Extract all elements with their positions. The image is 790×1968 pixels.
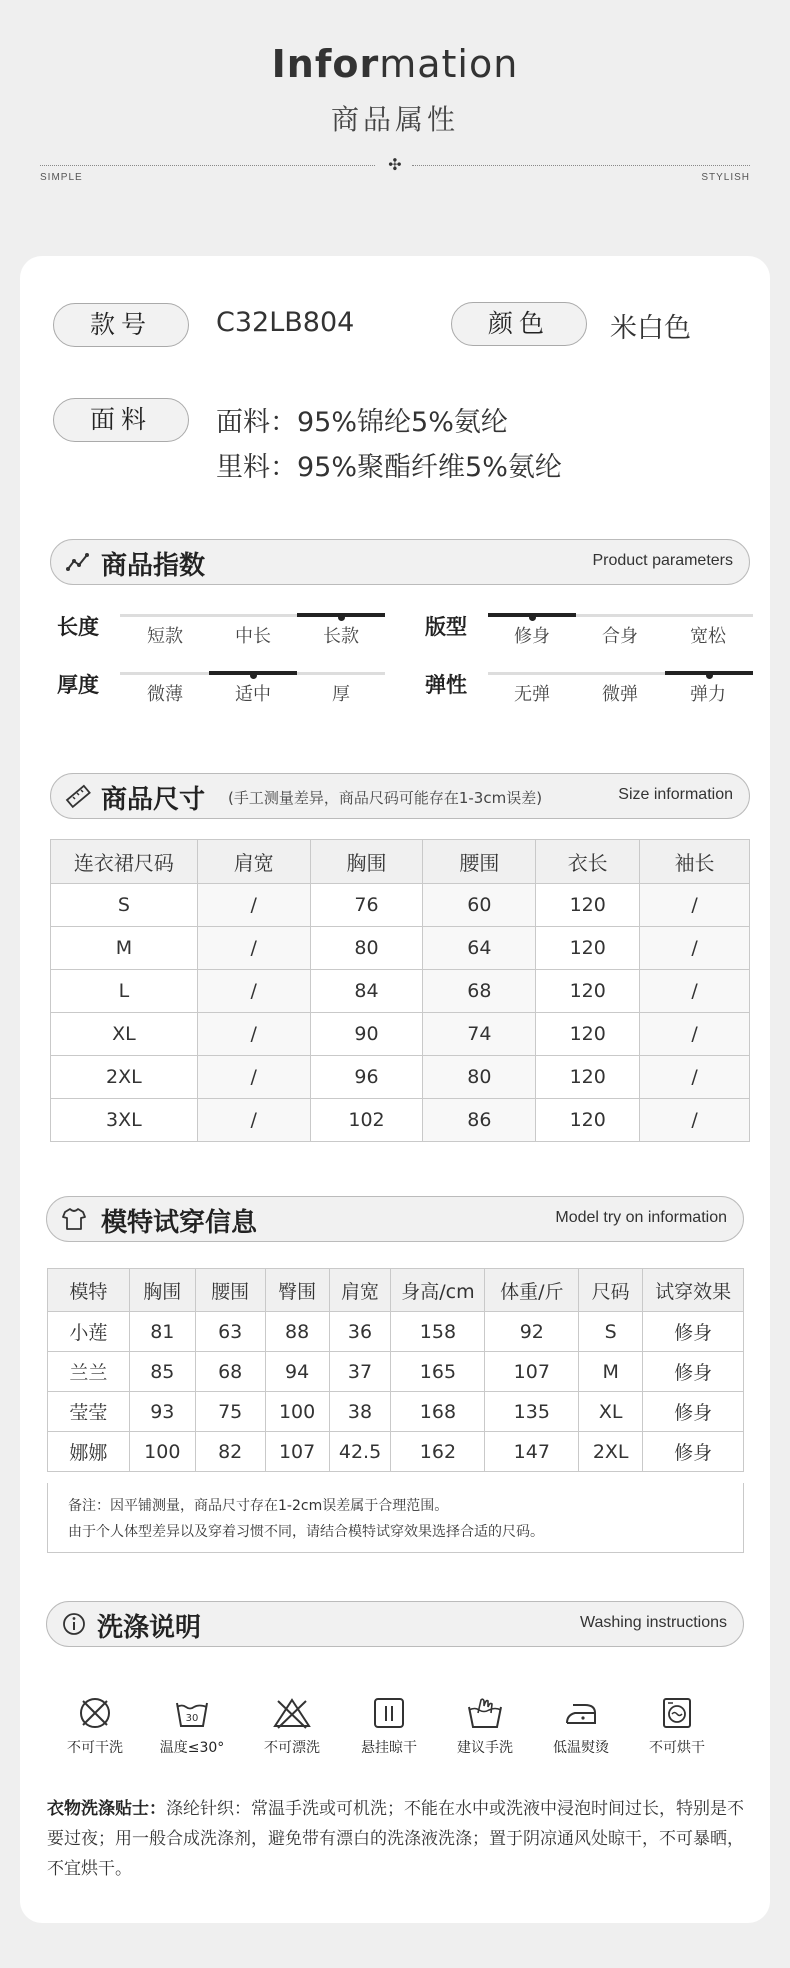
table-cell: 158	[391, 1312, 485, 1352]
no-dry-clean-icon	[77, 1695, 113, 1731]
table-cell: 81	[129, 1312, 195, 1352]
model-section-header	[46, 1196, 744, 1242]
ruler-icon	[65, 783, 91, 809]
param-opt: 厚	[332, 684, 350, 705]
table-cell: 162	[391, 1432, 485, 1472]
no-tumble-dry-icon	[659, 1695, 695, 1731]
param-opt: 修身	[514, 626, 550, 647]
table-cell: 84	[310, 970, 423, 1013]
page-title: Information	[271, 42, 519, 86]
table-cell: 修身	[643, 1392, 744, 1432]
table-cell: 76	[310, 884, 423, 927]
wash-label: 低温熨烫	[553, 1740, 609, 1756]
table-cell: 92	[485, 1312, 579, 1352]
table-row	[51, 884, 750, 927]
table-row	[51, 927, 750, 970]
table-cell: 82	[195, 1432, 265, 1472]
tips-text: 涤纶针织：常温手洗或可机洗；不能在水中或洗液中浸泡时间过长，特别是不要过夜；用一般合成洗涤剂，避免带有漂白的洗涤液洗涤；置于阴凉通风处晾干，不可暴晒，不宜烘干。	[47, 1799, 744, 1879]
table-header: 模特	[48, 1269, 130, 1312]
table-cell: /	[640, 927, 750, 970]
table-cell: 38	[329, 1392, 391, 1432]
table-cell: 80	[310, 927, 423, 970]
divider-left	[40, 165, 375, 166]
table-cell: 120	[536, 884, 640, 927]
table-cell: 修身	[643, 1352, 744, 1392]
tips-label: 衣物洗涤贴士：	[47, 1799, 166, 1819]
size-title-en: Size information	[618, 786, 733, 803]
table-cell: 兰兰	[48, 1352, 130, 1392]
table-header: 胸围	[310, 840, 423, 884]
table-header: 臀围	[265, 1269, 329, 1312]
table-cell: /	[197, 1013, 310, 1056]
no-dry-clean-item	[50, 1695, 140, 1757]
table-cell: 102	[310, 1099, 423, 1142]
table-cell: L	[51, 970, 198, 1013]
table-cell: 96	[310, 1056, 423, 1099]
left-tag: SIMPLE	[40, 172, 83, 183]
table-cell: 120	[536, 1099, 640, 1142]
table-cell: 86	[423, 1099, 536, 1142]
model-title-en: Model try on information	[555, 1209, 727, 1226]
params-title: 商品指数	[101, 551, 206, 581]
model-remark	[47, 1483, 744, 1553]
wash-section-header	[46, 1601, 744, 1647]
table-cell: 107	[265, 1432, 329, 1472]
table-cell: 娜娜	[48, 1432, 130, 1472]
size-note: (手工测量差异，商品尺码可能存在1-3cm误差)	[228, 789, 543, 807]
table-header: 腰围	[423, 840, 536, 884]
table-header: 腰围	[195, 1269, 265, 1312]
page-subtitle: 商品属性	[330, 103, 459, 136]
wash-tips	[47, 1794, 752, 1884]
table-cell: 修身	[643, 1312, 744, 1352]
hang-dry-item	[344, 1695, 434, 1757]
table-header: 身高/cm	[391, 1269, 485, 1312]
table-cell: 100	[129, 1432, 195, 1472]
table-header: 尺码	[579, 1269, 643, 1312]
table-row	[48, 1312, 744, 1352]
table-cell: /	[197, 884, 310, 927]
table-cell: 68	[423, 970, 536, 1013]
hang-dry-icon	[371, 1695, 407, 1731]
table-cell: /	[640, 1099, 750, 1142]
table-cell: 63	[195, 1312, 265, 1352]
table-cell: /	[197, 970, 310, 1013]
param-dot-fit	[529, 614, 536, 621]
model-title: 模特试穿信息	[101, 1208, 258, 1238]
params-section-header	[50, 539, 750, 585]
table-header: 胸围	[129, 1269, 195, 1312]
remark-line: 由于个人体型差异以及穿着习惯不同，请结合模特试穿效果选择合适的尺码。	[68, 1524, 544, 1540]
table-header: 衣长	[536, 840, 640, 884]
table-cell: XL	[51, 1013, 198, 1056]
table-cell: /	[640, 884, 750, 927]
param-opt: 宽松	[690, 626, 726, 647]
hand-wash-icon	[465, 1695, 505, 1731]
table-header-row	[51, 840, 750, 884]
remark-line: 备注：因平铺测量，商品尺寸存在1-2cm误差属于合理范围。	[68, 1498, 449, 1514]
table-cell: 68	[195, 1352, 265, 1392]
table-row	[51, 1099, 750, 1142]
table-cell: 60	[423, 884, 536, 927]
param-opt: 中长	[235, 626, 271, 647]
table-cell: S	[51, 884, 198, 927]
wash-label: 建议手洗	[457, 1740, 513, 1756]
table-cell: 85	[129, 1352, 195, 1392]
no-bleach-item	[247, 1695, 337, 1757]
divider-right	[412, 165, 750, 166]
table-header: 体重/斤	[485, 1269, 579, 1312]
table-cell: /	[197, 927, 310, 970]
table-cell: 168	[391, 1392, 485, 1432]
low-iron-item	[536, 1695, 626, 1757]
size-title: 商品尺寸	[101, 785, 206, 815]
wash-label: 不可漂洗	[264, 1740, 320, 1756]
param-opt: 长款	[323, 626, 359, 647]
low-iron-icon	[561, 1695, 601, 1731]
table-header: 肩宽	[197, 840, 310, 884]
table-cell: /	[640, 970, 750, 1013]
param-dot-thickness	[250, 672, 257, 679]
table-cell: 100	[265, 1392, 329, 1432]
param-opt: 合身	[602, 626, 638, 647]
table-header: 试穿效果	[643, 1269, 744, 1312]
table-cell: 74	[423, 1013, 536, 1056]
fabric-outer: 面料：95%锦纶5%氨纶	[216, 407, 508, 438]
table-row	[48, 1392, 744, 1432]
table-cell: 135	[485, 1392, 579, 1432]
table-cell: XL	[579, 1392, 643, 1432]
table-cell: 2XL	[579, 1432, 643, 1472]
model-table	[47, 1268, 744, 1472]
table-cell: 2XL	[51, 1056, 198, 1099]
table-cell: /	[197, 1099, 310, 1142]
param-opt: 短款	[147, 626, 183, 647]
param-opt: 适中	[235, 684, 271, 705]
wash-label: 不可烘干	[649, 1740, 705, 1756]
wash-label: 不可干洗	[67, 1740, 123, 1756]
table-cell: 37	[329, 1352, 391, 1392]
table-cell: S	[579, 1312, 643, 1352]
table-cell: 90	[310, 1013, 423, 1056]
table-cell: 36	[329, 1312, 391, 1352]
wash-label: 悬挂晾干	[361, 1740, 417, 1756]
info-icon	[61, 1611, 87, 1637]
table-cell: 小莲	[48, 1312, 130, 1352]
param-label-elasticity: 弹性	[425, 673, 467, 697]
table-cell: 120	[536, 1056, 640, 1099]
wash-30-icon	[174, 1695, 210, 1731]
table-header: 肩宽	[329, 1269, 391, 1312]
wash-title: 洗涤说明	[97, 1613, 202, 1643]
table-header: 袖长	[640, 840, 750, 884]
param-opt: 微弹	[602, 684, 638, 705]
no-bleach-icon	[272, 1695, 312, 1731]
no-tumble-dry-item	[632, 1695, 722, 1757]
wash-temp-number: 30	[185, 1713, 199, 1724]
table-cell: M	[51, 927, 198, 970]
shirt-icon	[61, 1206, 87, 1232]
table-cell: 147	[485, 1432, 579, 1472]
style-no-value: C32LB804	[216, 307, 355, 338]
param-label-fit: 版型	[425, 615, 467, 639]
table-header: 连衣裙尺码	[51, 840, 198, 884]
table-cell: 80	[423, 1056, 536, 1099]
table-cell: 120	[536, 1013, 640, 1056]
table-cell: 107	[485, 1352, 579, 1392]
wash-30-item	[147, 1695, 237, 1757]
table-header-row	[48, 1269, 744, 1312]
param-opt: 微薄	[147, 684, 183, 705]
table-cell: 94	[265, 1352, 329, 1392]
ornament-icon: ✣	[388, 155, 402, 174]
hand-wash-item	[440, 1695, 530, 1757]
table-cell: 75	[195, 1392, 265, 1432]
size-section-header	[50, 773, 750, 819]
table-cell: 莹莹	[48, 1392, 130, 1432]
table-cell: 42.5	[329, 1432, 391, 1472]
table-row	[51, 970, 750, 1013]
color-value: 米白色	[610, 313, 691, 344]
param-opt: 弹力	[690, 684, 726, 705]
param-label-length: 长度	[57, 615, 99, 639]
table-cell: 165	[391, 1352, 485, 1392]
param-opt: 无弹	[514, 684, 550, 705]
size-table	[50, 839, 750, 1142]
style-no-label: 款号	[53, 303, 189, 347]
table-cell: /	[197, 1056, 310, 1099]
params-title-en: Product parameters	[592, 552, 733, 569]
fabric-label: 面料	[53, 398, 189, 442]
table-cell: 120	[536, 927, 640, 970]
table-cell: /	[640, 1056, 750, 1099]
table-cell: 64	[423, 927, 536, 970]
table-cell: M	[579, 1352, 643, 1392]
fabric-lining: 里料：95%聚酯纤维5%氨纶	[216, 452, 562, 483]
trend-icon	[65, 549, 91, 575]
param-dot-elasticity	[706, 672, 713, 679]
table-cell: 3XL	[51, 1099, 198, 1142]
table-cell: /	[640, 1013, 750, 1056]
color-label: 颜色	[451, 302, 587, 346]
table-cell: 88	[265, 1312, 329, 1352]
table-row	[48, 1352, 744, 1392]
table-row	[48, 1432, 744, 1472]
table-row	[51, 1056, 750, 1099]
table-cell: 93	[129, 1392, 195, 1432]
param-dot-length	[338, 614, 345, 621]
table-row	[51, 1013, 750, 1056]
wash-title-en: Washing instructions	[579, 1614, 727, 1631]
wash-label: 温度≤30°	[159, 1740, 225, 1756]
table-cell: 120	[536, 970, 640, 1013]
right-tag: STYLISH	[701, 172, 750, 183]
param-label-thickness: 厚度	[57, 673, 99, 697]
table-cell: 修身	[643, 1432, 744, 1472]
